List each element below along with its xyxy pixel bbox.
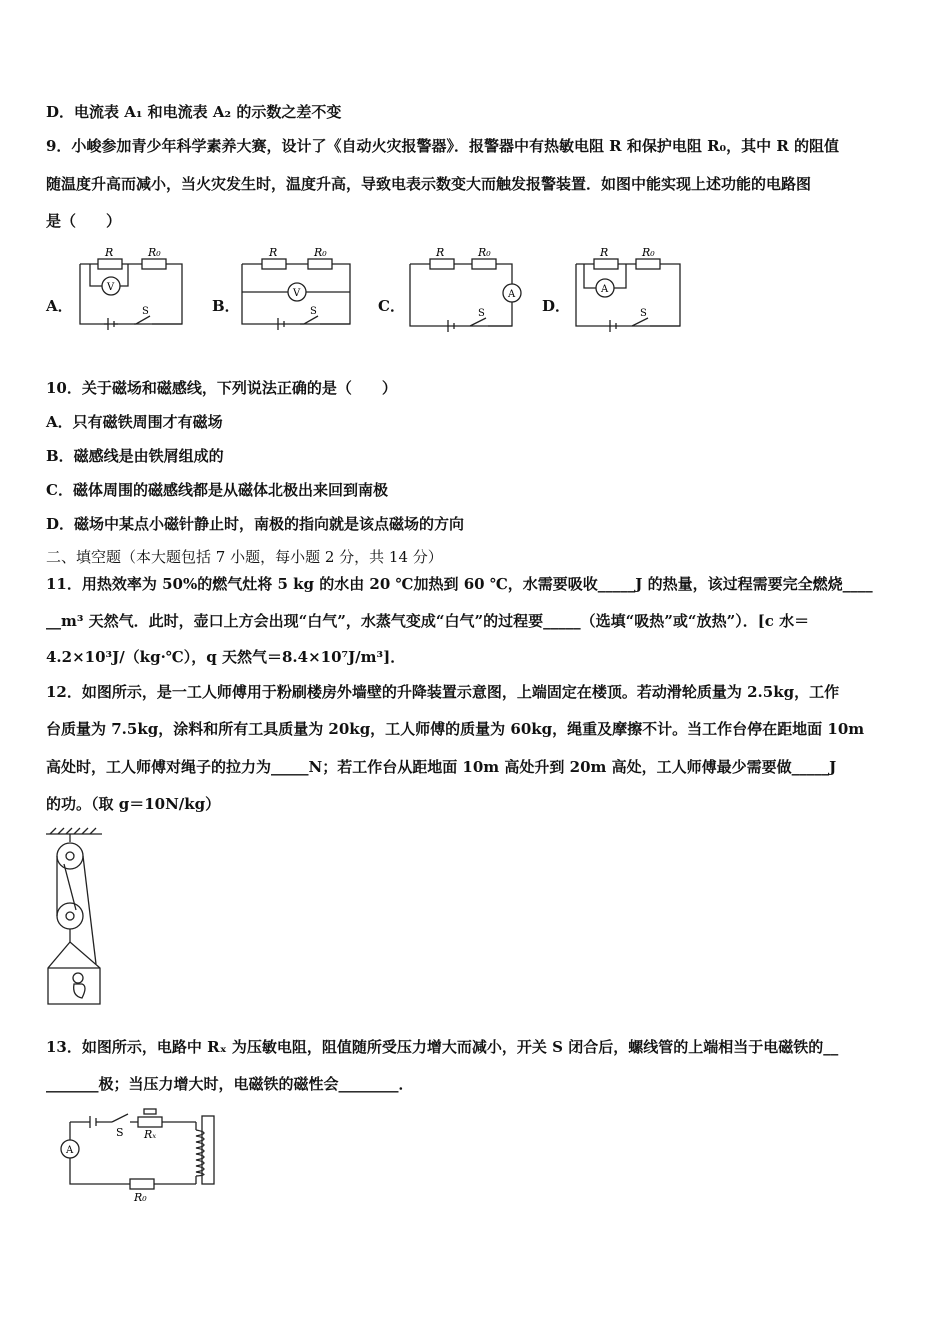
circuit-b-r0-label: R₀ [314,246,327,259]
q13-rx-label: Rₓ [144,1128,157,1141]
circuit-a-voltmeter-label: V [107,282,115,293]
circuit-d-diagram [570,244,686,332]
q11-line3: 4.2×10³J/（kg·℃），q 天然气＝8.4×10⁷J/m³]． [46,648,406,666]
circuit-d-r0-label: R₀ [642,246,655,259]
circuit-a-switch-label: S [142,306,149,317]
q9-option-d-label: D． [542,297,571,315]
circuit-b-diagram [238,244,354,330]
circuit-c-ammeter-label: A [508,289,516,300]
q8-option-d: D．电流表 A₁ 和电流表 A₂ 的示数之差不变 [46,103,342,121]
q13-line2: _______极；当压力增大时，电磁铁的磁性会________． [46,1075,414,1093]
electromagnet-circuit-diagram [50,1106,224,1206]
circuit-a-diagram [74,244,188,330]
q9-option-a-label: A． [46,297,73,315]
q13-line1: 13．如图所示，电路中 Rₓ 为压敏电阻，阻值随所受压力增大而减小，开关 S 闭合后，螺线管的上端相当于电磁铁的__ [46,1038,839,1056]
q13-ammeter-label: A [66,1145,74,1156]
circuit-a-r0-label: R₀ [148,246,161,259]
circuit-d-r-label: R [600,246,609,259]
q9-line3: 是（ ） [46,212,122,230]
q13-r0-label: R₀ [134,1191,147,1204]
circuit-d-switch-label: S [640,308,647,319]
q10-option-b: B．磁感线是由铁屑组成的 [46,447,224,465]
circuit-c-switch-label: S [478,308,485,319]
circuit-b-r-label: R [269,246,278,259]
circuit-b-voltmeter-label: V [293,288,301,299]
circuit-d-ammeter-label: A [601,284,609,295]
q12-line1: 12．如图所示，是一工人师傅用于粉刷楼房外墙壁的升降装置示意图，上端固定在楼顶。若动滑轮质量为 2.5kg，工作 [46,683,840,701]
pulley-lift-diagram [42,826,106,1008]
q11-line2: __m³ 天然气．此时，壶口上方会出现“白气”，水蒸气变成“白气”的过程要_____（选填“吸热”或“放热”）．[c 水＝ [46,612,810,630]
q9-option-b-label: B． [212,297,240,315]
circuit-b-switch-label: S [310,306,317,317]
q12-line2: 台质量为 7.5kg，涂料和所有工具质量为 20kg，工人师傅的质量为 60kg，绳重及摩擦不计。当工作台停在距地面 10m [46,720,865,738]
q9-line2: 随温度升高而减小，当火灾发生时，温度升高，导致电表示数变大而触发报警装置．如图中能实现上述功能的电路图 [46,175,812,193]
q10-option-d: D．磁场中某点小磁针静止时，南极的指向就是该点磁场的方向 [46,515,465,533]
q10-option-c: C．磁体周围的磁感线都是从磁体北极出来回到南极 [46,481,388,499]
circuit-c-diagram [404,244,526,332]
circuit-c-r-label: R [436,246,445,259]
circuit-c-r0-label: R₀ [478,246,491,259]
q12-line4: 的功。（取 g＝10N/kg） [46,795,221,813]
q11-line1: 11．用热效率为 50%的燃气灶将 5 kg 的水由 20 ℃加热到 60 ℃，水需要吸收_____J 的热量，该过程需要完全燃烧____ [46,575,873,593]
q13-switch-label: S [116,1126,124,1139]
q10-stem: 10．关于磁场和磁感线，下列说法正确的是（ ） [46,379,397,397]
q9-option-c-label: C． [378,297,405,315]
q9-line1: 9．小峻参加青少年科学素养大赛，设计了《自动火灾报警器》．报警器中有热敏电阻 R 和保护电阻 R₀，其中 R 的阻值 [46,137,840,155]
section-heading-fill-blank: 二、填空题（本大题包括 7 小题，每小题 2 分，共 14 分） [46,548,443,566]
q10-option-a: A．只有磁铁周围才有磁场 [46,413,223,431]
circuit-a-r-label: R [105,246,114,259]
q12-line3: 高处时，工人师傅对绳子的拉力为_____N；若工作台从距地面 10m 高处升到 20m 高处，工人师傅最少需要做_____J [46,758,837,776]
